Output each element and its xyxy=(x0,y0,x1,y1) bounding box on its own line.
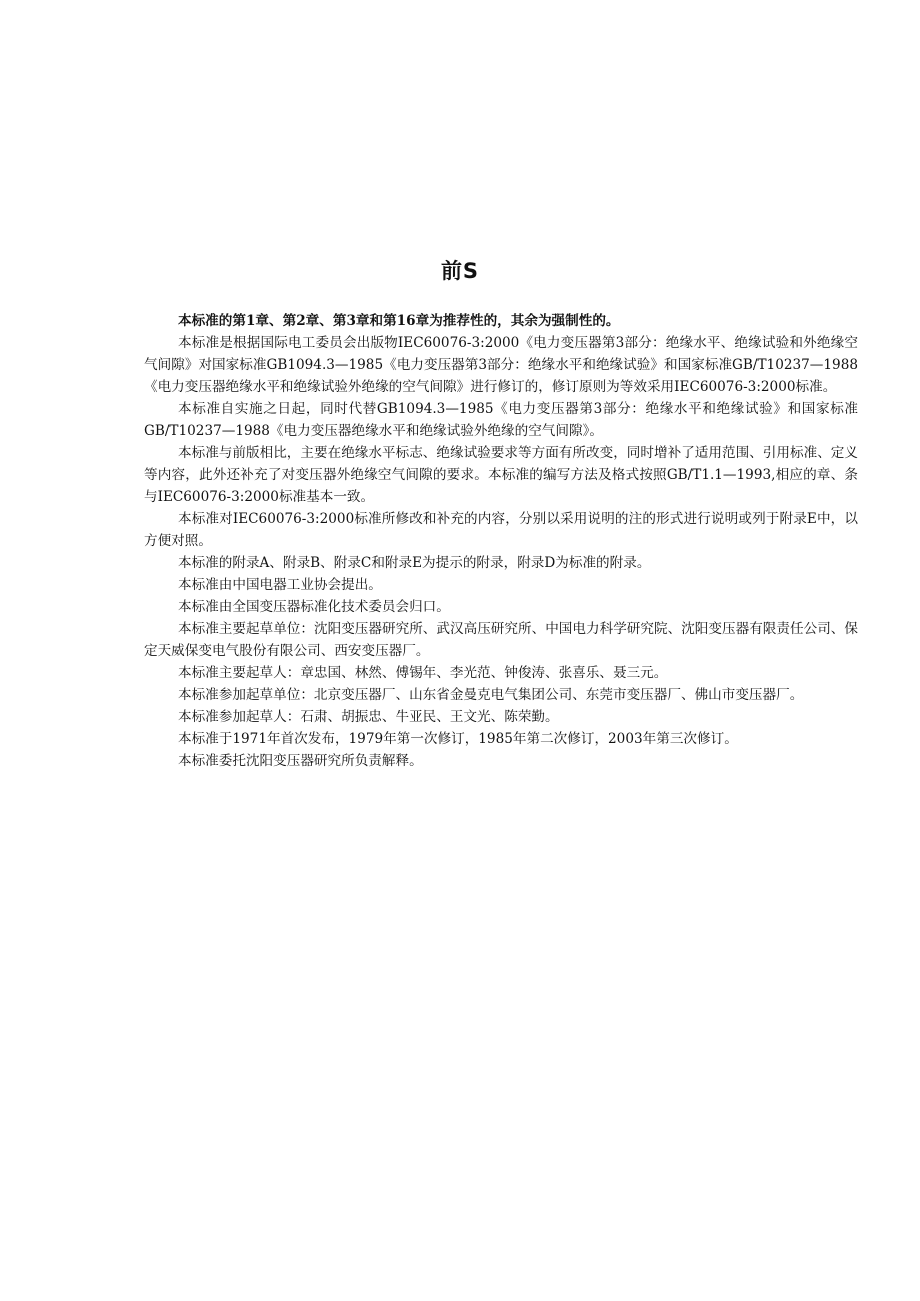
paragraph-13: 本标准于1971年首次发布，1979年第一次修订，1985年第二次修订，2003年第三次修订。 xyxy=(178,731,738,747)
paragraph-1: 本标准的第1章、第2章、第3章和第16章为推荐性的，其余为强制性的。 xyxy=(178,313,620,329)
paragraph-5: 本标准对IEC60076-3:2000标准所修改和补充的内容，分别以采用说明的注的形式进行说明或列于附录E中，以方便对照。 xyxy=(144,511,858,549)
paragraph-4: 本标准与前版相比，主要在绝缘水平标志、绝缘试验要求等方面有所改变，同时增补了适用范围、引用标准、定义等内容，此外还补充了对变压器外绝缘空气间隙的要求。本标准的编写方法及格式按照GB/T1.1—1993,相应的章、条与IEC60076-3:2000标准基本一致。 xyxy=(144,445,858,505)
paragraph-12: 本标准参加起草人：石肃、胡振忠、牛亚民、王文光、陈荣勤。 xyxy=(178,709,559,725)
paragraph-14: 本标准委托沈阳变压器研究所负责解释。 xyxy=(178,753,423,769)
paragraph-10: 本标准主要起草人：章忠国、林然、傅锡年、李光范、钟俊涛、张喜乐、聂三元。 xyxy=(178,665,668,681)
paragraph-3: 本标准自实施之日起，同时代替GB1094.3—1985《电力变压器第3部分：绝缘水平和绝缘试验》和国家标准GB/T10237—1988《电力变压器绝缘水平和绝缘试验外绝缘的空气间隙》。 xyxy=(144,401,858,439)
paragraph-11: 本标准参加起草单位：北京变压器厂、山东省金曼克电气集团公司、东莞市变压器厂、佛山市变压器厂。 xyxy=(178,687,804,703)
paragraph-9: 本标准主要起草单位：沈阳变压器研究所、武汉高压研究所、中国电力科学研究院、沈阳变压器有限责任公司、保定天威保变电气股份有限公司、西安变压器厂。 xyxy=(144,621,858,659)
paragraph-8: 本标准由全国变压器标准化技术委员会归口。 xyxy=(178,599,450,615)
page-title: 前S xyxy=(440,259,480,283)
paragraph-6: 本标准的附录A、附录B、附录C和附录E为提示的附录，附录D为标准的附录。 xyxy=(178,555,651,571)
paragraph-7: 本标准由中国电器工业协会提出。 xyxy=(178,577,382,593)
paragraph-2: 本标准是根据国际电工委员会出版物IEC60076-3:2000《电力变压器第3部分：绝缘水平、绝缘试验和外绝缘空气间隙》对国家标准GB1094.3—1985《电力变压器第3部分：绝缘水平和绝缘试验》和国家标准GB/T10237—1988《电力变压器绝缘水平和绝缘试验外绝缘的空气间隙》进行修订的，修订原则为等效采用IEC60076-3:2000标准。 xyxy=(144,335,858,395)
document-body xyxy=(144,310,858,772)
